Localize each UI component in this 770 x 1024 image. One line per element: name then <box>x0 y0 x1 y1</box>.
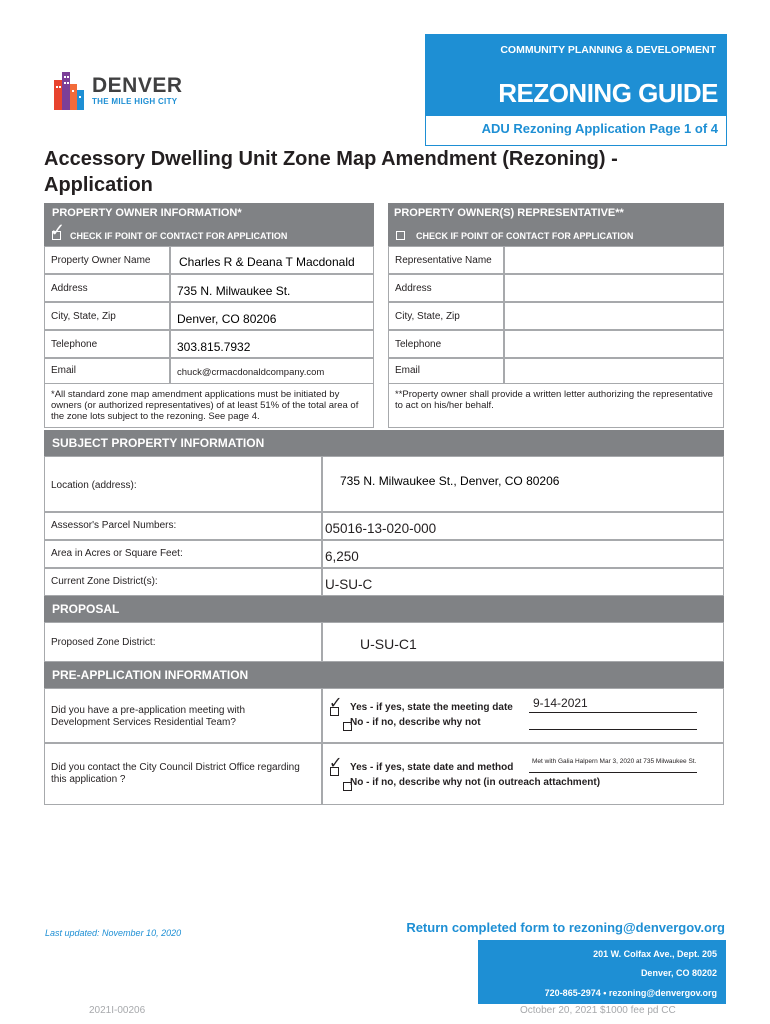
denver-logo-icon <box>54 72 84 110</box>
parcel-field[interactable]: 05016-13-020-000 <box>325 521 437 536</box>
checkmark-icon: ✓ <box>50 220 66 240</box>
fee-stamp: October 20, 2021 $1000 fee pd CC <box>520 1005 676 1016</box>
proposal-section-bar <box>44 596 724 622</box>
rep-heading: PROPERTY OWNER(S) REPRESENTATIVE** <box>394 207 624 219</box>
preapp-q1-cell <box>44 688 322 743</box>
owner-email-field[interactable]: chuck@crmacdonaldcompany.com <box>177 367 325 378</box>
owner-city-label: City, State, Zip <box>51 311 116 322</box>
area-label: Area in Acres or Square Feet: <box>51 548 183 559</box>
last-updated: Last updated: November 10, 2020 <box>45 928 182 938</box>
q1-yes-label: Yes - if yes, state the meeting date <box>350 702 513 713</box>
checkmark-icon: ✓ <box>329 695 343 712</box>
location-field[interactable]: 735 N. Milwaukee St., Denver, CO 80206 <box>340 474 560 488</box>
preapp-q2-label: Did you contact the City Council District Office regarding this application ? <box>51 762 300 785</box>
rep-contact-label: CHECK IF POINT OF CONTACT FOR APPLICATION <box>416 231 634 241</box>
rep-footnote-box <box>388 384 724 428</box>
page-label: ADU Rezoning Application Page 1 of 4 <box>481 121 718 136</box>
current-zone-field[interactable]: U-SU-C <box>325 577 373 592</box>
proposal-heading: PROPOSAL <box>52 602 120 616</box>
footer-address-line1: 201 W. Colfax Ave., Dept. 205 <box>593 949 717 959</box>
rep-phone-label: Telephone <box>395 339 442 350</box>
form-title <box>44 146 724 198</box>
parcel-label: Assessor's Parcel Numbers: <box>51 520 177 531</box>
preapp-q1-answer-cell <box>322 688 724 743</box>
proposed-zone-value-cell <box>322 622 724 662</box>
rep-section-bar <box>388 203 724 226</box>
owner-address-field[interactable]: 735 N. Milwaukee St. <box>177 284 291 298</box>
owner-address-label: Address <box>51 283 88 294</box>
form-title-line1: Accessory Dwelling Unit Zone Map Amendment (Rezoning) - <box>44 148 618 170</box>
area-field[interactable]: 6,250 <box>325 549 359 564</box>
rep-contact-row <box>388 226 724 246</box>
q2-method-field[interactable]: Met with Galia Halpern Mar 3, 2020 at 735 Milwaukee St. <box>532 758 697 765</box>
logo-tagline: THE MILE HIGH CITY <box>92 97 178 106</box>
owner-footnote-box <box>44 384 374 428</box>
owner-footnote: *All standard zone map amendment applications must be initiated by owners (or authorized representatives) of at least 51% of the total area of the zone lots subject to the rezoning. See page 4. <box>51 389 359 422</box>
owner-email-label: Email <box>51 365 77 376</box>
owner-phone-label: Telephone <box>51 339 98 350</box>
footer-contact[interactable]: 720-865-2974 • rezoning@denvergov.org <box>544 988 717 998</box>
location-label: Location (address): <box>51 480 137 491</box>
preapp-heading: PRE-APPLICATION INFORMATION <box>52 668 249 682</box>
preapp-q1-label: Did you have a pre-application meeting with Development Services Residential Team? <box>51 705 245 728</box>
checkmark-icon: ✓ <box>329 755 343 772</box>
owner-name-label: Property Owner Name <box>51 255 151 266</box>
guide-title: REZONING GUIDE <box>498 78 718 108</box>
department-label: COMMUNITY PLANNING & DEVELOPMENT <box>500 44 716 56</box>
q2-underline <box>529 772 697 773</box>
case-number-stamp: 2021I-00206 <box>89 1005 146 1016</box>
owner-contact-label: CHECK IF POINT OF CONTACT FOR APPLICATION <box>70 231 288 241</box>
rep-contact-checkbox[interactable] <box>396 231 405 240</box>
rep-fields <box>388 246 724 384</box>
rep-email-label: Email <box>395 365 421 376</box>
owner-city-field[interactable]: Denver, CO 80206 <box>177 312 277 326</box>
q2-no-label: No - if no, describe why not (in outreach attachment) <box>350 777 601 788</box>
proposed-zone-label: Proposed Zone District: <box>51 637 156 648</box>
preapp-q2-answer-cell <box>322 743 724 805</box>
current-zone-label: Current Zone District(s): <box>51 576 158 587</box>
form-title-line2: Application <box>44 174 153 196</box>
owner-name-field[interactable]: Charles R & Deana T Macdonald <box>179 255 355 269</box>
rep-name-label: Representative Name <box>395 255 492 266</box>
logo-wordmark: DENVER <box>92 74 183 97</box>
footer-address-line2: Denver, CO 80202 <box>640 968 717 978</box>
proposed-zone-field[interactable]: U-SU-C1 <box>360 636 417 652</box>
subject-section-bar <box>44 430 724 456</box>
return-instructions[interactable]: Return completed form to rezoning@denvergov.org <box>406 920 725 935</box>
q1-underline <box>529 712 697 713</box>
subject-fields <box>44 456 724 596</box>
rep-footnote: **Property owner shall provide a written letter authorizing the representative to act on his/her behalf. <box>395 389 713 411</box>
owner-phone-field[interactable]: 303.815.7932 <box>177 340 251 354</box>
subject-heading: SUBJECT PROPERTY INFORMATION <box>52 436 265 450</box>
q2-yes-label: Yes - if yes, state date and method <box>350 762 514 773</box>
preapp-q2-cell <box>44 743 322 805</box>
owner-section-bar <box>44 203 374 226</box>
owner-fields <box>44 246 374 384</box>
rep-address-label: Address <box>395 283 432 294</box>
rep-city-label: City, State, Zip <box>395 311 460 322</box>
preapp-section-bar <box>44 662 724 688</box>
owner-contact-row <box>44 220 374 246</box>
q1-no-label: No - if no, describe why not <box>350 717 481 728</box>
q1-no-underline <box>529 729 697 730</box>
q1-date-field[interactable]: 9-14-2021 <box>533 696 588 710</box>
proposed-zone-label-cell <box>44 622 322 662</box>
owner-heading: PROPERTY OWNER INFORMATION* <box>52 207 242 219</box>
